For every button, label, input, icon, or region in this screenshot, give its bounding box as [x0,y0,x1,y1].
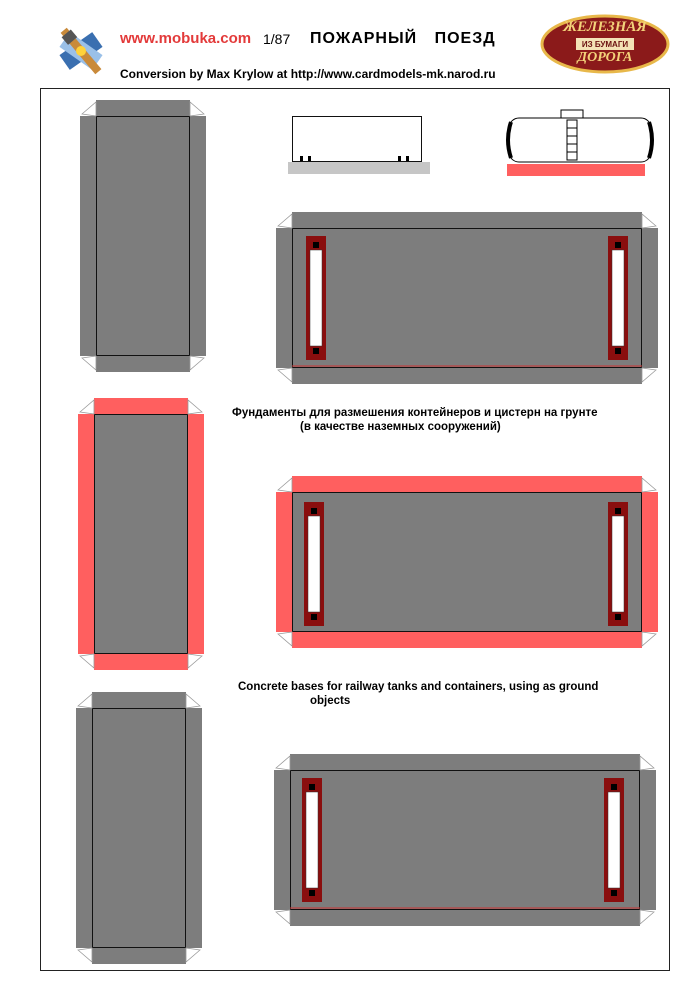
tank-side-view[interactable] [505,108,655,178]
frame-top-line [40,88,669,89]
logo-line2: ИЗ БУМАГИ [581,40,629,49]
caption-english-line2: objects [310,695,351,707]
caption-russian [232,406,652,434]
logo-line1: ЖЕЛЕЗНАЯ [563,19,647,35]
horizontal-base-2 [276,476,658,648]
horizontal-base-3 [274,754,656,926]
caption-russian-line1: Фундаменты для размешения контейнеров и цистерн на грунте [232,407,598,419]
caption-english-line1: Concrete bases for railway tanks and containers, using as ground [238,681,599,693]
horizontal-base-1 [276,212,658,384]
page-title: ПОЖАРНЫЙ ПОЕЗД [310,30,496,47]
railway-logo [540,14,670,74]
conversion-credit: Conversion by Max Krylow at http://www.cardmodels-mk.narod.ru [120,67,496,81]
vertical-base-1 [80,100,206,372]
caption-english [238,680,658,708]
scale-label: 1/87 [263,31,291,47]
site-link[interactable]: www.mobuka.com [120,30,252,47]
logo-line3: ДОРОГА [577,50,633,65]
container-side-view [288,116,430,176]
vertical-base-2 [78,398,204,670]
vertical-base-3 [76,692,202,964]
caption-russian-line2: (в качестве наземных сооружений) [300,421,501,433]
tools-logo-icon [55,22,107,80]
